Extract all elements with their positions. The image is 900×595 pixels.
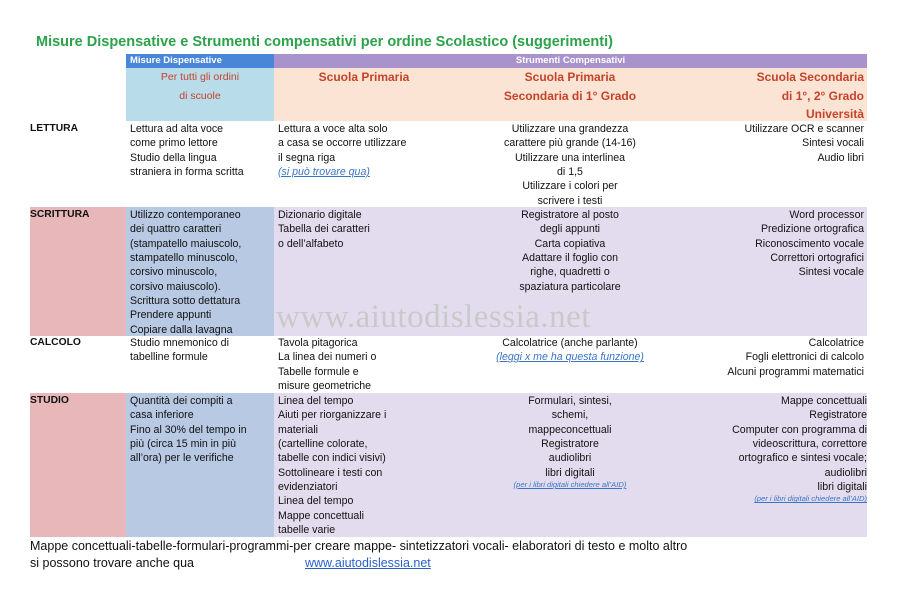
calcolo-link[interactable]: (leggi x me ha questa funzione): [496, 351, 644, 364]
calcolo-col2: Tavola pitagorica La linea dei numeri o Tabelle formule e misure geometriche: [278, 337, 377, 393]
lettura-col3: Utilizzare una grandezza carattere più grande (14-16) Utilizzare una interlinea di 1,5 Utilizzare i colori per scrivere i testi: [504, 123, 636, 207]
row-label-scrittura: SCRITTURA: [30, 209, 90, 220]
watermark: www.aiutodislessia.net: [276, 299, 591, 335]
scrittura-col1: Utilizzo contemporaneo dei quattro caratteri (stampatello maiuscolo, stampatello minuscolo, corsivo minuscolo, corsivo maiuscolo). Scrittura sotto dettatura Prendere appunti Copiare dalla lavagna: [130, 209, 242, 336]
scrittura-col3: Registratore al posto degli appunti Carta copiativa Adattare il foglio con righe, quadretti o spaziatura particolare: [519, 209, 621, 293]
compensativi-label: Strumenti Compensativi: [515, 55, 626, 66]
footer-line2: si possono trovare anche qua: [30, 556, 194, 570]
calcolo-col1: Studio mnemonico di tabelline formule: [130, 337, 229, 364]
dispensative-label: Misure Dispensative: [130, 55, 222, 66]
header-col2: Scuola Primaria: [318, 70, 410, 84]
studio-label-bg: [30, 393, 126, 537]
header-col1: Per tutti gli ordini di scuole: [160, 71, 240, 102]
header-col4: Scuola Secondaria di 1°, 2° Grado Università: [756, 70, 864, 121]
lettura-link[interactable]: (si può trovare qua): [278, 166, 370, 179]
footer-line1: Mappe concettuali-tabelle-formulari-programmi-per creare mappe- sintetizzatori vocali- elaboratori di testo e molto altro: [30, 539, 688, 553]
row-label-studio: STUDIO: [30, 395, 69, 406]
scrittura-col2: Dizionario digitale Tabella dei caratteri o dell’alfabeto: [278, 209, 370, 250]
row-label-lettura: LETTURA: [30, 123, 79, 134]
row-label-calcolo: CALCOLO: [30, 337, 81, 348]
lettura-col1: Lettura ad alta voce come primo lettore Studio della lingua straniera in forma scritta: [130, 123, 244, 179]
header-col3: Scuola Primaria Secondaria di 1° Grado: [503, 70, 637, 103]
calcolo-col3: Calcolatrice (anche parlante) (leggi x me ha questa funzione): [470, 336, 670, 365]
calcolo-col4: Calcolatrice Fogli elettronici di calcolo Alcuni programmi matematici: [727, 337, 864, 378]
lettura-col2: Lettura a voce alta solo a casa se occorre utilizzare il segna riga (si può trovare qua): [278, 123, 407, 179]
scrittura-label-bg: [30, 207, 126, 336]
studio-col3: Formulari, sintesi, schemi, mappeconcettuali Registratore audiolibri libri digitali (per i libri digitali chiedere all’AID): [480, 394, 660, 490]
page-title: Misure Dispensative e Strumenti compensativi per ordine Scolastico (suggerimenti): [36, 34, 613, 50]
studio-col3-link[interactable]: (per i libri digitali chiedere all’AID): [513, 480, 627, 490]
scrittura-col4: Word processor Predizione ortografica Riconoscimento vocale Correttori ortografici Sintesi vocale: [755, 209, 864, 279]
studio-col2: Linea del tempo Aiuti per riorganizzare i materiali (cartelline colorate, tabelle con indici visivi) Sottolineare i testi con evidenziatori Linea del tempo Mappe concettuali tabelle varie: [278, 395, 387, 537]
studio-col4: Mappe concettuali Registratore Computer con programma di videoscrittura, correttore ortografico e sintesi vocale; audiolibri libri digitali (per i libri digitali chiedere all’AID): [680, 394, 867, 504]
studio-col1: Quantità dei compiti a casa inferiore Fino al 30% del tempo in più (circa 15 min in più all’ora) per le verifiche: [130, 395, 247, 465]
lettura-col4: Utilizzare OCR e scanner Sintesi vocali Audio libri: [744, 123, 864, 164]
footer-link[interactable]: www.aiutodislessia.net: [305, 556, 431, 570]
studio-col4-link[interactable]: (per i libri digitali chiedere all’AID): [754, 494, 867, 504]
